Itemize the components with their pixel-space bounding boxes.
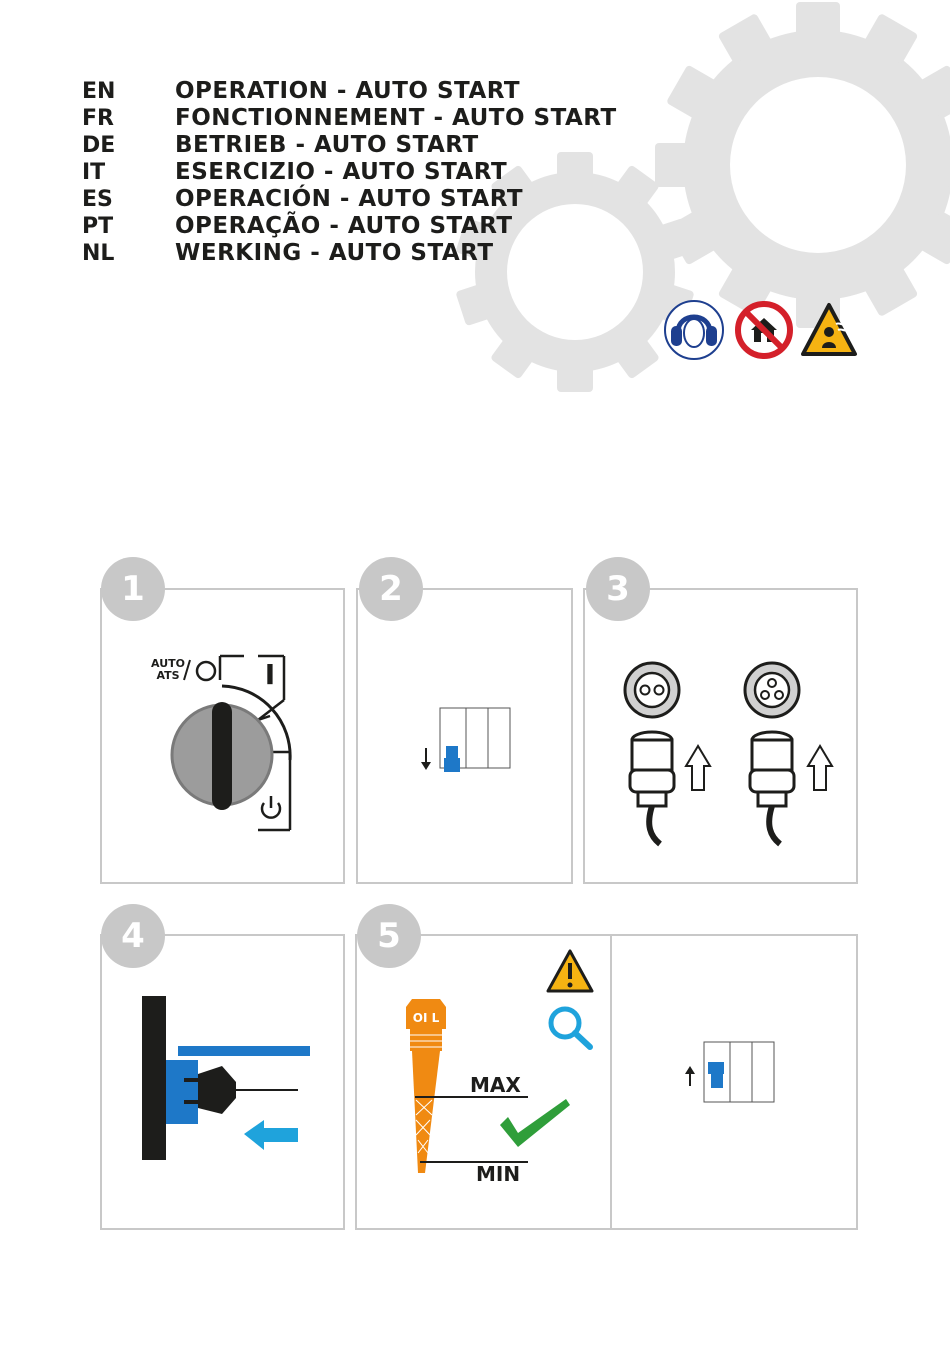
title-es: OPERACIÓN - AUTO START (175, 186, 524, 212)
checkmark-icon (500, 1099, 570, 1147)
selector-switch-illustration[interactable] (150, 650, 300, 840)
switch-ats-label: ATS (156, 669, 180, 682)
arrow-up-icon (808, 746, 832, 790)
gear-tooth (796, 2, 840, 36)
max-label: MAX (470, 1073, 521, 1097)
arrow-left-icon (244, 1120, 298, 1150)
magnifier-icon (551, 1009, 590, 1047)
min-label: MIN (476, 1162, 521, 1186)
title-fr: FONCTIONNEMENT - AUTO START (175, 105, 617, 131)
lang-code-en: EN (82, 79, 116, 104)
breaker-switch-up-illustration[interactable] (680, 1040, 780, 1106)
dipstick-icon (406, 999, 446, 1173)
power-symbol-icon (262, 796, 280, 818)
gear-tooth (655, 143, 689, 187)
plug-3pin-icon (750, 732, 794, 844)
arrow-up-icon (685, 1066, 695, 1086)
title-it: ESERCIZIO - AUTO START (175, 159, 508, 185)
switch-on-symbol: I (264, 658, 276, 691)
lang-code-it: IT (82, 160, 106, 185)
title-de: BETRIEB - AUTO START (175, 132, 479, 158)
step-5-divider (610, 934, 612, 1230)
title-en: OPERATION - AUTO START (175, 78, 521, 104)
title-nl: WERKING - AUTO START (175, 240, 494, 266)
breaker-switch-down-illustration[interactable] (416, 704, 516, 776)
arrow-up-icon (686, 746, 710, 790)
lang-code-nl: NL (82, 241, 115, 266)
step-3-badge: 3 (586, 557, 650, 621)
lang-code-fr: FR (82, 106, 114, 131)
step-4-badge: 4 (101, 904, 165, 968)
step-5-badge: 5 (357, 904, 421, 968)
lang-code-es: ES (82, 187, 113, 212)
exhaust-fumes-warning-icon (800, 302, 858, 358)
oil-check-illustration[interactable] (380, 945, 605, 1195)
gear-tooth (557, 152, 593, 178)
ear-protection-icon (664, 300, 724, 360)
lang-code-pt: PT (82, 214, 114, 239)
switch-auto-label: AUTO (151, 657, 185, 670)
socket-2pin-icon (625, 663, 679, 717)
no-indoor-use-icon (734, 300, 794, 360)
warning-icon (548, 951, 592, 991)
gear-tooth (557, 366, 593, 392)
lang-code-de: DE (82, 133, 116, 158)
socket-3pin-icon (745, 663, 799, 717)
dipstick-label: OI L (412, 1011, 440, 1025)
plug-disconnect-illustration[interactable] (612, 660, 842, 850)
step-1-badge: 1 (101, 557, 165, 621)
plug-into-wall-illustration[interactable] (140, 994, 315, 1164)
plug-2pin-icon (630, 732, 674, 844)
step-2-badge: 2 (359, 557, 423, 621)
title-pt: OPERAÇÃO - AUTO START (175, 213, 513, 239)
safety-icons (664, 300, 859, 362)
arrow-down-icon (421, 748, 431, 770)
